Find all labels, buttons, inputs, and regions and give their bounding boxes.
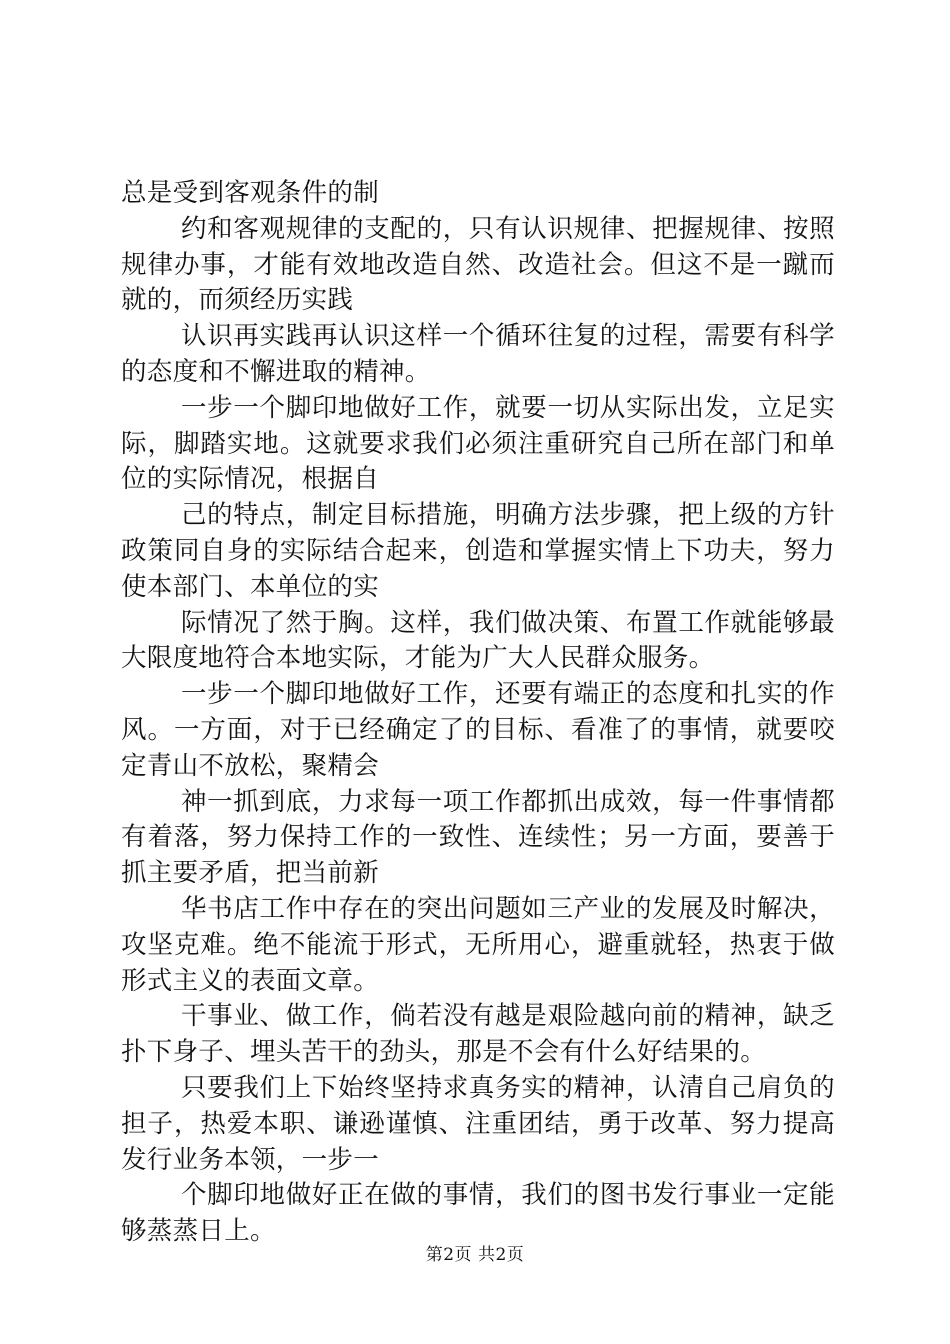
paragraph: 己的特点，制定目标措施，明确方法步骤，把上级的方针政策同自身的实际结合起来，创造和掌握实情上下功夫，努力使本部门、本单位的实 [121,500,835,602]
paragraph: 际情况了然于胸。这样，我们做决策、布置工作就能够最大限度地符合本地实际，才能为广大人民群众服务。 [121,607,835,674]
document-body [121,176,835,1250]
page-number-footer: 第2页 共2页 [425,1245,525,1265]
paragraph: 约和客观规律的支配的，只有认识规律、把握规律、按照规律办事，才能有效地改造自然、改造社会。但这不是一蹴而就的，而须经历实践 [121,213,835,316]
paragraph: 个脚印地做好正在做的事情，我们的图书发行事业一定能够蒸蒸日上。 [121,1180,835,1247]
paragraph: 只要我们上下始终坚持求真务实的精神，认清自己肩负的担子，热爱本职、谦逊谨慎、注重团结，勇于改革、努力提高发行业务本领，一步一 [121,1072,835,1175]
paragraph: 一步一个脚印地做好工作，还要有端正的态度和扎实的作风。一方面，对于已经确定了的目标、看准了的事情，就要咬定青山不放松，聚精会 [121,679,835,781]
paragraph: 神一抓到底，力求每一项工作都抓出成效，每一件事情都有着落，努力保持工作的一致性、连续性；另一方面，要善于抓主要矛盾，把当前新 [121,786,835,889]
paragraph: 华书店工作中存在的突出问题如三产业的发展及时解决，攻坚克难。绝不能流于形式，无所用心，避重就轻，热衷于做形式主义的表面文章。 [121,893,835,996]
paragraph: 认识再实践再认识这样一个循环往复的过程，需要有科学的态度和不懈进取的精神。 [121,321,835,387]
paragraph: 一步一个脚印地做好工作，就要一切从实际出发，立足实际，脚踏实地。这就要求我们必须注重研究自己所在部门和单位的实际情况，根据自 [121,392,835,495]
paragraph: 干事业、做工作，倘若没有越是艰险越向前的精神，缺乏扑下身子、埋头苦干的劲头，那是不会有什么好结果的。 [121,1001,835,1068]
paragraph: 总是受到客观条件的制 [121,178,380,208]
